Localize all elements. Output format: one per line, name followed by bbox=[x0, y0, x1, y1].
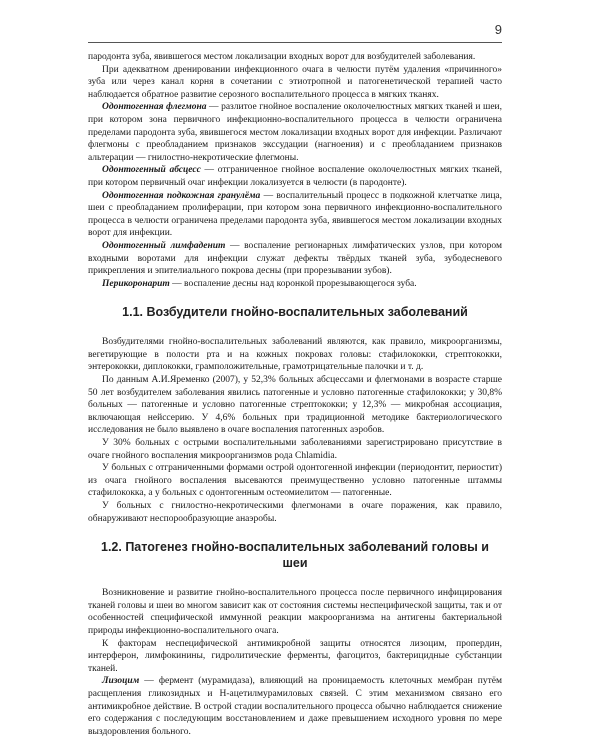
paragraph: Возникновение и развитие гнойно-воспалительного процесса после первичного инфицирования тканей головы и шеи во многом зависит как от состояния системы неспецифической защиты, так и от особенностей специфической иммунной реакции макроорганизма на антигены бактериальной природы инфекционно-воспалительного очага. bbox=[88, 588, 502, 636]
definition-paragraph: Одонтогенная флегмона — разлитое гнойное воспаление околочелюстных мягких тканей и шеи, при котором зона первичного инфекционно-воспалительного процесса в челюсти ограничена пределами пародонта зуба, явившегося местом локализации входных ворот для инфекции. Различают флегмоны с преобладанием признаков экссудации (нагноения) и с преобладанием признаков альтерации — гнилостно-некротические флегмоны. bbox=[88, 102, 502, 163]
definition-paragraph: Перикоронарит — воспаление десны над коронкой прорезывающегося зуба. bbox=[102, 278, 417, 289]
section-heading: 1.1. Возбудители гнойно-воспалительных заболеваний bbox=[122, 305, 468, 320]
defined-term: Одонтогенный лимфаденит bbox=[102, 240, 226, 251]
section-heading: 1.2. Патогенез гнойно-воспалительных заболеваний головы и шеи bbox=[101, 540, 489, 571]
paragraph: пародонта зуба, явившегося местом локализации входных ворот для возбудителей заболевания. bbox=[88, 52, 476, 62]
defined-term: Перикоронарит bbox=[102, 278, 170, 289]
defined-term: Одонтогенный абсцесс bbox=[102, 165, 201, 176]
defined-term: Одонтогенная флегмона bbox=[102, 102, 207, 113]
paragraph: При адекватном дренировании инфекционного очага в челюсти путём удаления «причинного» зуба или через канал корня в сочетании с этиотропной и патогенетической терапией часто наблюдается обратное развитие серозного воспалительного процесса в мягких тканях. bbox=[88, 64, 502, 100]
page-content bbox=[88, 51, 502, 738]
definition-paragraph: Лизоцим — фермент (мурамидаза), влияющий на проницаемость клеточных мембран путём расщепления гликозидных и Н-ацетилмурамиловых связей. С этим механизмом связано его антимикробное действие. В острой стадии воспалительного процесса обычно наблюдается снижение его содержания с последующим восстановлением и даже превышением исходного уровня по мере выздоровления больного. bbox=[88, 676, 502, 737]
paragraph: У больных с отграниченными формами острой одонтогенной инфекции (периодонтит, периостит) из очага гнойного воспаления высеваются преимущественно условно патогенные штаммы стафилококка, а у больных с одонтогенным остеомиелитом — патогенные. bbox=[88, 463, 502, 499]
definition-paragraph: Одонтогенный абсцесс — отграниченное гнойное воспаление околочелюстных мягких тканей, при котором первичный очаг инфекции локализуется в челюсти (в пародонте). bbox=[88, 165, 502, 188]
paragraph: У 30% больных с острыми воспалительными заболеваниями зарегистрировано присутствие в очаге гнойного воспаления микроорганизмов рода Chlamidia. bbox=[88, 438, 502, 461]
paragraph: По данным А.И.Яременко (2007), у 52,3% больных абсцессами и флегмонами в возрасте старше 50 лет возбудителем заболевания явились патогенные и условно патогенные стафилококки; у 30,8% больных — патогенные и условно патогенные стрептококки; у 12,3% — микробная ассоциация, включающая нейссерию. У 4,6% больных при традиционной методике бактериологического исследования не было выявлено в очаге воспаления патогенных аэробов. bbox=[88, 375, 502, 436]
definition-paragraph: Одонтогенная подкожная гранулёма — воспалительный процесс в подкожной клетчатке лица, шеи с преобладанием пролиферации, при котором зона первичного инфекционно-воспалительного процесса в челюсти ограничена пределами пародонта зуба, явившегося местом локализации входных ворот для инфекции. bbox=[88, 190, 503, 239]
paragraph: К факторам неспецифической антимикробной защиты относятся лизоцим, пропердин, интерферон, лимфокинины, гидролитические ферменты, фагоцитоз, бактерицидные субстанции тканей. bbox=[88, 638, 502, 674]
header-rule bbox=[88, 42, 502, 43]
defined-term: Лизоцим bbox=[102, 676, 140, 687]
defined-term: Одонтогенная подкожная гранулёма bbox=[102, 190, 261, 201]
paragraph: У больных с гнилостно-некротическими флегмонами в очаге поражения, как правило, обнаруживают неспорообразующие анаэробы. bbox=[88, 501, 502, 524]
page-number: 9 bbox=[494, 22, 502, 37]
definition-paragraph: Одонтогенный лимфаденит — воспаление регионарных лимфатических узлов, при котором входными воротами для инфекции служат дефекты твёрдых тканей зуба, зубодесневого прикрепления и эпителиального покрова десны (при прорезывании зубов). bbox=[88, 240, 503, 277]
paragraph: Возбудителями гнойно-воспалительных заболеваний являются, как правило, микроорганизмы, вегетирующие в полости рта и на кожных покровах головы: стафилококки, стрептококки, энтерококки, диплококки, грамположительные, грамотрицательные палочки и т. д. bbox=[88, 337, 502, 373]
